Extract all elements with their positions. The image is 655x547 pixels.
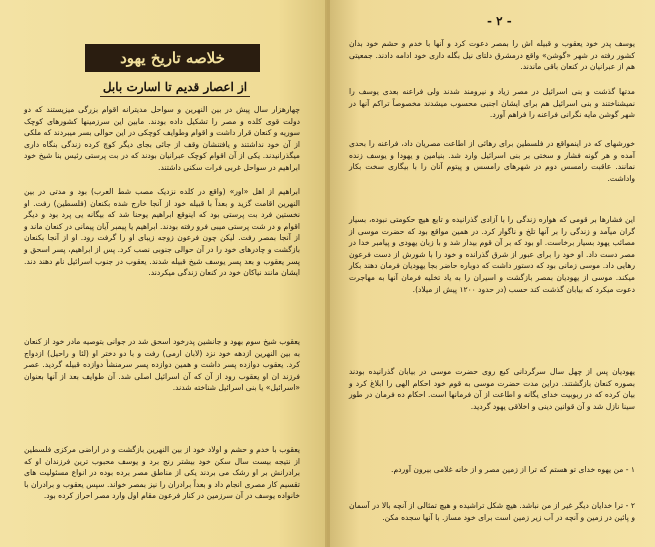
left-paragraph-1: چهارهزار سال پیش در بین النهرین و سواحل مدیترانه اقوام بزرگی میزیستند که دو دولت قوی کلده و مصر را تشکیل داده بودند. مابین این سرزمینها کشورهای کوچک سوریه و کنعان قرار داشت و اقوام وطوایف کوچکی در این حوالی بسر میبردند که ملکی از آن خود نداشتند و یافتنشان وقف از جائی بجای دیگر کوچ کرده زندگی بنگاه داری میگذرانیدند. یکی از آن اقوام کوچک عبرانیان بودند که در بت پرستی رئیس بنا شیخ خود ابراهیم در سواحل غربی فرات سکنی داشتند.	[24, 105, 300, 172]
left-paragraph-3: یعقوب شیخ سوم بهود و جانشین پدرخود اسحق شد در جوانی بتوصیه مادر خود از کنعان به بین النهرین ازدهه خود نزد (لابان ارمی) رفت و با دو دختر او (لئا و راحیل) ازدواج کرد. یعقوب دوازده پسر داشت و همین دوازده پسر سرمنشأ دوازده قبیله گردید. عصر فرزند ان او یعقوب رود از آن که آن اسرائیل اصلی شد. آن طوایف بعد از آنها بعنوان «اسرائیل» یا بنی اسرائیل شناخته شدند.	[24, 337, 300, 393]
right-paragraph-3: خورشهای که در اینمواقع در فلسطین برای رهائی از اطاعت مصریان داد، فراعنه را بحدی آمده و هر گونه فشار و سختی بر بنی اسرائیل وارد شد. بنیامین و یهودا و یوسف زنده نمانند. عاقبت رامسس دوم در شهرهای رامسس و پیتوم آنان را با بیگاری سخت بکار واداشت.	[349, 139, 635, 183]
right-paragraph-2: مدتها گذشت و بنی اسرائیل در مصر زیاد و نیرومند شدند ولی فراعنه بعدی یوسف را نمیشناختند و بنی اسرائیل هم برای ایشان اجنبی محسوب میشدند مخصوصاً تراکم آنها در شهر گوشن مایه نگرانی فراعنه را فراهم آورد.	[349, 87, 635, 120]
right-paragraph-1: یوسف پدر خود یعقوب و قبیله اش را بمصر دعوت کرد و آنها با خدم و حشم خود بدان کشور رفته در شهر «گوشن» واقع درمشرق دلتای نیل بگله داری خود ادامه دادند. جمعیتی هم از عبرانیان در کنعان باقی ماندند.	[349, 39, 635, 72]
left-paragraph-4: یعقوب با خدم و حشم و اولاد خود از بین النهرین بازگشت و در اراضی مرکزی فلسطین از نتیجه بیست سال سکن خود بیشتر رنج برد و یوسف محبوب ترین فرزندان او که برادرانش بر او رشک می بردند یکی از مناطق مصر برده بوده در انواع مسئولیت های تقسیم کار مصری انجام داد و بعداً برادران را نیز بمصر خواند. سپس یعقوب و برادران با خانواده یوسف در آن سرزمین در کنار فرعون مقام اول وارد مصر احراز کرده بود.	[24, 445, 300, 501]
right-paragraph-5: یهودیان پس از چهل سال سرگردانی کبع روی حضرت موسی در بیابان گذرانیده بودند بصوره کنعان بازگشتند. دراین مدت حضرت موسی به قوم خود احکام الهی را ابلاغ کرد و بیان کرده که در ربوبیت خدای یگانه و اطاعت از آن فرمانها است. احکام ده فرمان در طور سینا نازل شد و آن قوانین دینی و اخلاقی یهود گردید.	[349, 367, 635, 411]
right-paragraph-4: این فشارها بر قومی که هواره زندگی را با آزادی گذرانیده و تابع هیچ حکومتی نبوده، بسیار گران میآمد و زندگی را بر آنها تلخ و ناگوار کرد. در همین مواقع بود که حضرت موسی از مصائب یهود بسیار برخاست. او بود که بر آن قوم بیدار شد و با زبان یهودی و پیامبر خدا در مصر دست داد. او خود را برای عبور از شرق گذرانده و خود را با شورش از دست فرعون رهایی داد. موسی زمانی بود که دستور داشت که دوباره حاضر بجا یهودیان فرمان دهند بکار میکند. موسی از یهودیان بمصر بازگشت و اسیران را به یاد تخلیه فرمان آنها به مهاجرت دعوت میکرد که بیابان گذشت کند حسب (در حدود ۱۲۰۰ پیش از میلاد).	[349, 215, 635, 294]
left-page	[0, 0, 327, 547]
commandment-1: ۱ - من یهوه خدای تو هستم که ترا از زمین مصر و از خانه غلامی بیرون آوردم.	[391, 465, 635, 474]
page-title: خلاصه تاریخ یهود	[85, 44, 260, 72]
book-gutter	[325, 0, 330, 547]
page-subtitle: از اعصار قدیم تا اسارت بابل	[102, 80, 248, 94]
title-underline	[100, 96, 250, 97]
commandment-2: ۲ - ترا خدایان دیگر غیر از من نباشد. هیچ شکل تراشیده و هیچ تمثالی از آنچه بالا در آسمان و پائین در زمین و آنچه در آب زیر زمین است برای خود مساز. با آنها سجده مکن.	[349, 501, 635, 522]
right-page	[327, 0, 655, 547]
page-number: - ۲ -	[487, 14, 512, 28]
left-paragraph-2: ابراهیم از اهل «اور» (واقع در کلده نزدیک مصب شط العرب) بود و مدتی در بین النهرین اقامت گزید و بعداً با قبیله خود از آنجا خارج شده بکنعان (فلسطین) رفت. او نخستین فرد بت پرستی بود که اینوقع ابراهیم یوحنا شد که بیگانه یی پرد بود و دیگر اقوام و در شت پرستی میبی فرو رفته بودند. ابراهیم یا پیمبر آیان پیمانی در کنعان ماند و از آنجا بمصر رفت. لیکن چون فرعون زوجه زیبای او را گرفت رود. او از آنجا بکنعان بازگشت و چادرهای خود را در آن حوالی جنوبی نصب کرد. پس از ابراهیم، پسر اسحق و پسر یعقوب و بعد پسر یوسف شیخ قبیله شدند. یعقوب در جنوب اسرائیل نام دهند دند. ایشان مانند نیاکان خود در کنعان زندگی میکردند.	[24, 187, 300, 278]
